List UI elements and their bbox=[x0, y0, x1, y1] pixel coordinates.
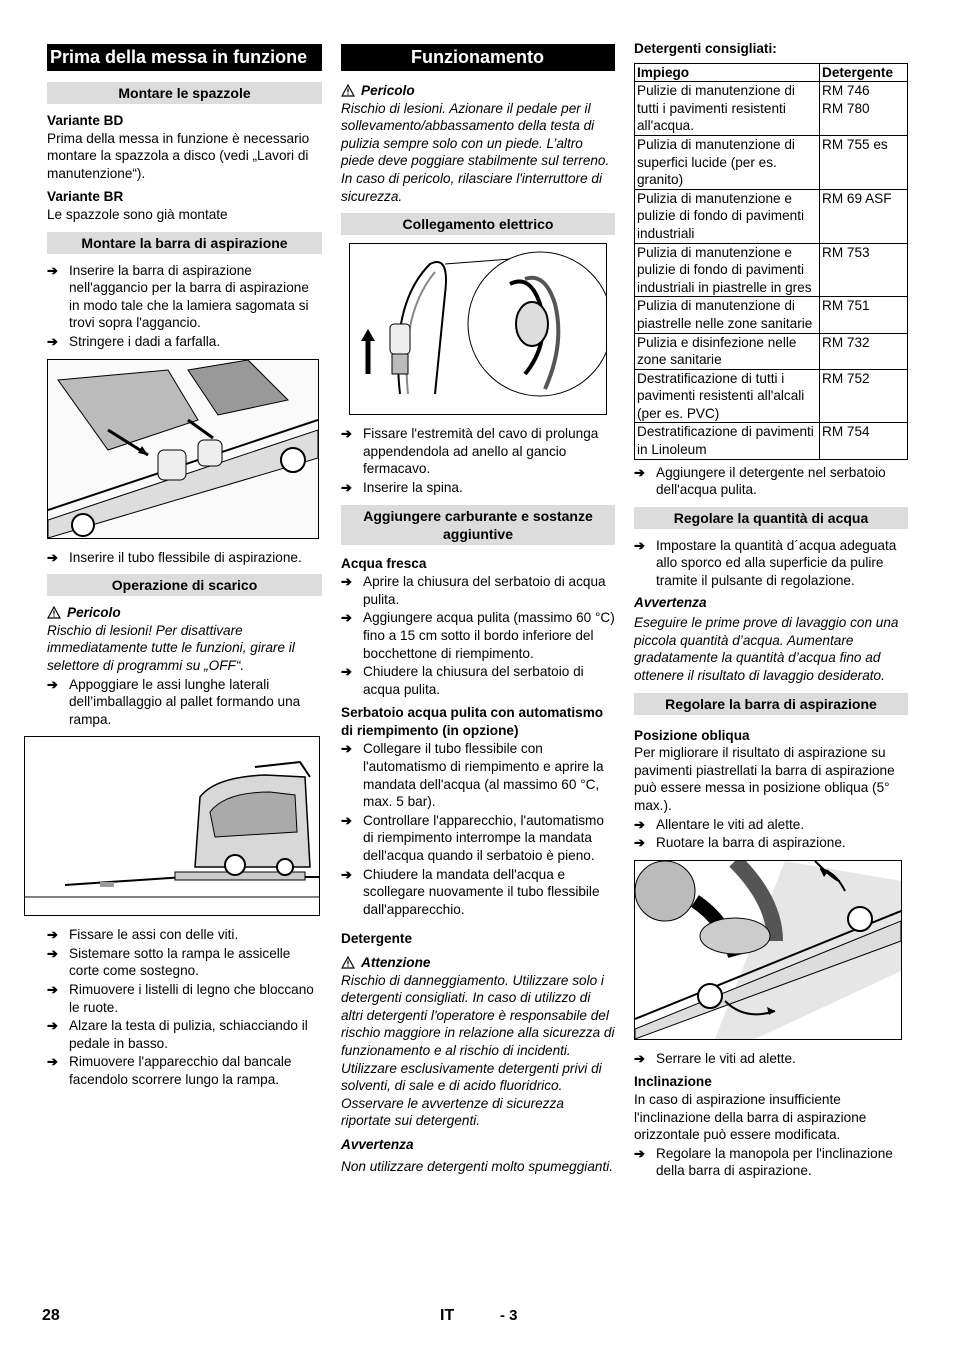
arrow-icon: ➔ bbox=[341, 479, 352, 495]
page-number: 28 bbox=[42, 1307, 60, 1324]
column-right bbox=[634, 40, 908, 1180]
step-item bbox=[634, 1050, 908, 1068]
table-row bbox=[635, 189, 908, 243]
table-cell-impiego: Pulizia di manutenzione e pulizie di fondo di pavimenti industriali bbox=[635, 189, 820, 243]
step-text: Regolare la manopola per l'inclinazione della barra di aspirazione. bbox=[656, 1145, 893, 1179]
section-title-prima: Prima della messa in funzione bbox=[47, 44, 322, 71]
table-cell-impiego: Destratificazione di pavimenti in Linoleum bbox=[635, 423, 820, 459]
table-cell-impiego: Pulizia e disinfezione nelle zone sanitarie bbox=[635, 333, 820, 369]
text-inclinazione: In caso di aspirazione insufficiente l'inclinazione della barra di aspirazione orizzontale può essere modificata. bbox=[634, 1091, 867, 1143]
text-variante-bd: Prima della messa in funzione è necessario montare la spazzola a disco (vedi „Lavori di manutenzione“). bbox=[47, 130, 310, 181]
heading-carburante: Aggiungere carburante e sostanze aggiuntive bbox=[341, 505, 615, 545]
step-text: Fissare le assi con delle viti. bbox=[69, 927, 239, 943]
heading-detergenti: Detergenti consigliati: bbox=[634, 41, 777, 56]
note-label: Avvertenza bbox=[634, 594, 707, 610]
arrow-icon: ➔ bbox=[341, 812, 352, 828]
step-text: Impostare la quantità d´acqua adeguata allo sporco ed alla superficie da pulire tramite il pulsante di regolazione. bbox=[656, 537, 897, 589]
step-item bbox=[47, 676, 322, 729]
table-cell-detergente: RM 69 ASF bbox=[820, 189, 908, 243]
step-item bbox=[341, 425, 615, 478]
label-serbatoio: Serbatoio acqua pulita con automatismo di riempimento (in opzione) bbox=[341, 705, 604, 738]
table-row bbox=[635, 423, 908, 459]
warning-label bbox=[341, 82, 615, 100]
page-sub-number: - 3 bbox=[500, 1307, 518, 1324]
table-cell-detergente: RM 732 bbox=[820, 333, 908, 369]
attention-label bbox=[341, 954, 615, 972]
table-cell-detergente: RM 752 bbox=[820, 369, 908, 423]
heading-operazione-scarico: Operazione di scarico bbox=[47, 574, 322, 596]
step-text: Chiudere la mandata dell'acqua e scollegare nuovamente il tubo flessibile dall'apparecchio. bbox=[363, 866, 600, 917]
table-cell-detergente: RM 754 bbox=[820, 423, 908, 459]
label-detergente: Detergente bbox=[341, 931, 413, 947]
figure-squeegee-mount bbox=[47, 359, 319, 539]
step-text: Rimuovere l'apparecchio dal bancale facendolo scorrere lungo la rampa. bbox=[69, 1054, 292, 1088]
arrow-icon: ➔ bbox=[341, 741, 352, 757]
table-header-row bbox=[635, 63, 908, 82]
step-item bbox=[341, 812, 615, 865]
arrow-icon: ➔ bbox=[47, 982, 58, 998]
arrow-icon: ➔ bbox=[341, 610, 352, 626]
figure-squeegee-rotate bbox=[634, 860, 902, 1040]
table-cell-detergente: RM 751 bbox=[820, 297, 908, 333]
table-cell-detergente: RM 755 es bbox=[820, 135, 908, 189]
warning-text: In caso di pericolo, rilasciare l'interruttore di sicurezza. bbox=[341, 170, 602, 204]
step-text: Allentare le viti ad alette. bbox=[656, 816, 805, 832]
table-cell-detergente: RM 753 bbox=[820, 243, 908, 297]
warning-label bbox=[47, 604, 322, 622]
step-item bbox=[341, 740, 615, 810]
arrow-icon: ➔ bbox=[341, 426, 352, 442]
arrow-icon: ➔ bbox=[47, 262, 58, 278]
step-item bbox=[341, 479, 615, 497]
label-inclinazione: Inclinazione bbox=[634, 1074, 712, 1090]
step-item bbox=[47, 1017, 322, 1052]
step-text: Inserire la barra di aspirazione nell'aggancio per la barra di aspirazione in modo tale che la lamiera sagomata si trovi sopra l'aggancio. bbox=[69, 262, 309, 331]
attention-text: Utilizzare esclusivamente detergenti privi di solventi, di sale e di acido fluoridrico. bbox=[341, 1060, 602, 1094]
arrow-icon: ➔ bbox=[47, 676, 58, 692]
table-row bbox=[635, 369, 908, 423]
label-acqua-fresca: Acqua fresca bbox=[341, 555, 427, 571]
step-text: Controllare l'apparecchio, l'automatismo di riempimento interrompe la mandata dell'acqua quando il serbatoio è pieno. bbox=[363, 812, 604, 864]
heading-montare-spazzole: Montare le spazzole bbox=[47, 82, 322, 104]
attention-text: Osservare le avvertenze di sicurezza riportate sui detergenti. bbox=[341, 1095, 564, 1129]
step-item bbox=[47, 333, 322, 351]
table-cell-impiego: Pulizia di manutenzione e pulizie di fondo di pavimenti industriali in piastrelle in gres bbox=[635, 243, 820, 297]
label-variante-br: Variante BR bbox=[47, 189, 124, 205]
arrow-icon: ➔ bbox=[634, 1145, 645, 1161]
heading-collegamento: Collegamento elettrico bbox=[341, 213, 615, 235]
heading-regolare-barra: Regolare la barra di aspirazione bbox=[634, 693, 908, 715]
warning-text: Rischio di lesioni! Per disattivare immediatamente tutte le funzioni, girare il selettore di programmi su „OFF“. bbox=[47, 622, 295, 673]
table-row bbox=[635, 297, 908, 333]
step-text: Ruotare la barra di aspirazione. bbox=[656, 835, 846, 851]
step-item bbox=[47, 1053, 322, 1088]
arrow-icon: ➔ bbox=[634, 816, 645, 832]
arrow-icon: ➔ bbox=[47, 333, 58, 349]
step-item bbox=[634, 1145, 908, 1180]
step-item bbox=[634, 816, 908, 834]
column-middle bbox=[341, 44, 615, 1175]
step-item bbox=[47, 981, 322, 1016]
table-row bbox=[635, 82, 908, 136]
text-variante-br: Le spazzole sono già montate bbox=[47, 206, 228, 222]
table-cell-impiego: Pulizia di manutenzione di superfici lucide (per es. granito) bbox=[635, 135, 820, 189]
label-posizione-obliqua: Posizione obliqua bbox=[634, 727, 750, 743]
step-text: Aprire la chiusura del serbatoio di acqua pulita. bbox=[363, 574, 606, 607]
step-item bbox=[634, 464, 908, 499]
warning-triangle-icon bbox=[341, 84, 355, 97]
label-variante-bd: Variante BD bbox=[47, 113, 124, 128]
text-posizione-obliqua: Per migliorare il risultato di aspirazione su pavimenti piastrellati la barra di aspirazione può essere messa in posizione obliqua (5° max.). bbox=[634, 745, 895, 813]
step-text: Serrare le viti ad alette. bbox=[656, 1050, 796, 1066]
step-item bbox=[341, 663, 615, 698]
attention-text: Rischio di danneggiamento. Utilizzare solo i detergenti consigliati. In caso di utilizzo di altri detergenti l'operatore è responsabile del rischio maggiore in relazione alla sicurezza di funzionamento e al rischio di incidenti. bbox=[341, 972, 615, 1058]
step-text: Inserire la spina. bbox=[363, 479, 463, 495]
step-item bbox=[47, 945, 322, 980]
step-item bbox=[634, 537, 908, 590]
heading-montare-barra: Montare la barra di aspirazione bbox=[47, 232, 322, 254]
step-item bbox=[341, 866, 615, 919]
figure-cable-hook bbox=[349, 243, 607, 415]
table-cell-impiego: Pulizia di manutenzione di piastrelle nelle zone sanitarie bbox=[635, 297, 820, 333]
table-cell-impiego: Destratificazione di tutti i pavimenti resistenti all'alcali (per es. PVC) bbox=[635, 369, 820, 423]
note-label: Avvertenza bbox=[341, 1136, 414, 1152]
column-left bbox=[47, 44, 322, 1089]
warning-text: Rischio di lesioni. Azionare il pedale per il sollevamento/abbassamento della testa di pulizia sempre solo con un piede. L’altro piede deve poggiare stabilmente sul terreno. bbox=[341, 100, 610, 169]
section-title-funzionamento: Funzionamento bbox=[341, 44, 615, 71]
arrow-icon: ➔ bbox=[47, 1018, 58, 1034]
step-item bbox=[341, 573, 615, 608]
attention-title: Attenzione bbox=[361, 955, 431, 970]
table-cell-detergente: RM 746 RM 780 bbox=[820, 82, 908, 136]
step-text: Sistemare sotto la rampa le assicelle corte come sostegno. bbox=[69, 945, 291, 979]
arrow-icon: ➔ bbox=[47, 927, 58, 943]
step-text: Chiudere la chiusura del serbatoio di acqua pulita. bbox=[363, 664, 584, 697]
step-text: Appoggiare le assi lunghe laterali dell’imballaggio al pallet formando una rampa. bbox=[69, 676, 301, 727]
step-text: Fissare l'estremità del cavo di prolunga appendendola ad anello al gancio fermacavo. bbox=[363, 426, 599, 477]
arrow-icon: ➔ bbox=[47, 1054, 58, 1070]
step-item bbox=[634, 834, 908, 852]
step-text: Aggiungere acqua pulita (massimo 60 °C) fino a 15 cm sotto il bordo inferiore del bocchettone di riempimento. bbox=[363, 610, 615, 661]
arrow-icon: ➔ bbox=[341, 574, 352, 590]
step-item bbox=[341, 609, 615, 662]
step-item bbox=[47, 262, 322, 332]
figure-machine-ramp bbox=[24, 736, 320, 916]
warning-title: Pericolo bbox=[361, 83, 415, 98]
step-text: Stringere i dadi a farfalla. bbox=[69, 333, 221, 349]
step-text: Inserire il tubo flessibile di aspirazione. bbox=[69, 549, 302, 565]
arrow-icon: ➔ bbox=[634, 537, 645, 553]
table-cell-impiego: Pulizie di manutenzione di tutti i pavimenti resistenti all'acqua. bbox=[635, 82, 820, 136]
step-item bbox=[47, 549, 322, 567]
warning-triangle-icon bbox=[47, 606, 61, 619]
table-row bbox=[635, 243, 908, 297]
step-text: Collegare il tubo flessibile con l'automatismo di riempimento e aprire la mandata dell'acqua (al massimo 60 °C, max. 5 bar). bbox=[363, 741, 604, 810]
column-header: Detergente bbox=[820, 63, 908, 82]
arrow-icon: ➔ bbox=[634, 464, 645, 480]
step-text: Alzare la testa di pulizia, schiacciando il pedale in basso. bbox=[69, 1018, 308, 1051]
table-row bbox=[635, 333, 908, 369]
arrow-icon: ➔ bbox=[341, 866, 352, 882]
note-text: Non utilizzare detergenti molto spumeggianti. bbox=[341, 1158, 614, 1174]
step-text: Rimuovere i listelli di legno che bloccano le ruote. bbox=[69, 982, 314, 1015]
arrow-icon: ➔ bbox=[634, 1050, 645, 1066]
arrow-icon: ➔ bbox=[47, 549, 58, 565]
column-header: Impiego bbox=[635, 63, 820, 82]
detergent-table bbox=[634, 63, 908, 460]
warning-title: Pericolo bbox=[67, 605, 121, 621]
arrow-icon: ➔ bbox=[47, 945, 58, 961]
arrow-icon: ➔ bbox=[341, 664, 352, 680]
step-item bbox=[47, 926, 322, 944]
heading-quantita-acqua: Regolare la quantità di acqua bbox=[634, 507, 908, 529]
note-text: Eseguire le prime prove di lavaggio con una piccola quantità d’acqua. Aumentare gradatamente la quantità d’acqua fino ad ottenere il risultato di lavaggio desiderato. bbox=[634, 615, 899, 683]
step-text: Aggiungere il detergente nel serbatoio dell'acqua pulita. bbox=[656, 464, 886, 498]
arrow-icon: ➔ bbox=[634, 835, 645, 851]
table-row bbox=[635, 135, 908, 189]
language-code: IT bbox=[440, 1307, 455, 1324]
warning-triangle-icon bbox=[341, 956, 355, 969]
